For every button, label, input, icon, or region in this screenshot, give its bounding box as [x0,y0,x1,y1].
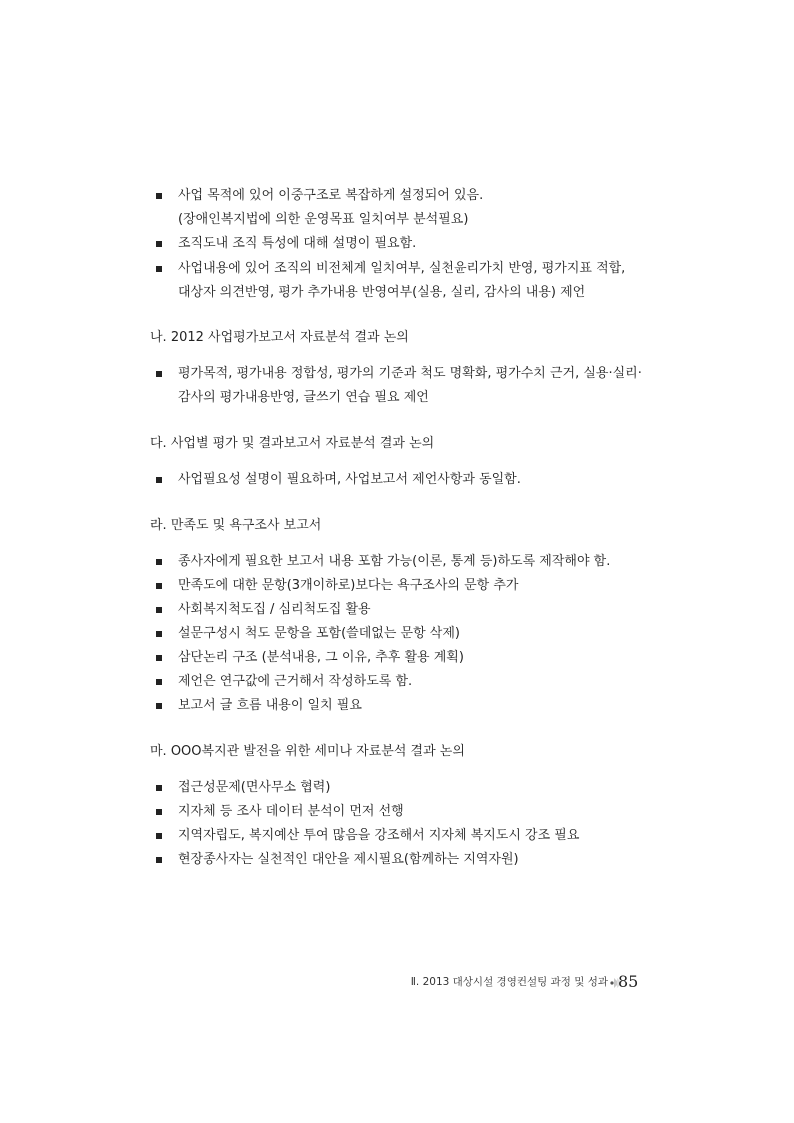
bullet-square-icon [156,193,162,199]
bullet-square-icon [156,703,162,709]
bullet-square-icon [156,607,162,613]
bullet-square-icon [156,857,162,863]
bullet-square-icon [156,631,162,637]
bullet-square-icon [156,785,162,791]
bullet-square-icon [156,679,162,685]
bullet-square-icon [156,809,162,815]
list-item-continuation: 감사의 평가내용반영, 글쓰기 연습 필요 제언 [178,390,429,405]
bullet-square-icon [156,266,162,272]
section-heading: 마. OOO복지관 발전을 위한 세미나 자료분석 결과 논의 [150,744,465,759]
bullet-square-icon [156,655,162,661]
bullet-square-icon [156,371,162,377]
list-item-continuation: (장애인복지법에 의한 운영목표 일치여부 분석필요) [178,212,469,227]
bullet-square-icon [156,833,162,839]
section-heading: 다. 사업별 평가 및 결과보고서 자료분석 결과 논의 [150,436,435,451]
running-title: Ⅱ. 2013 대상시설 경영컨설팅 과정 및 성과 [410,976,608,988]
bullet-square-icon [156,583,162,589]
section-heading: 나. 2012 사업평가보고서 자료분석 결과 논의 [150,330,409,345]
bullet-square-icon [156,241,162,247]
page-footer [0,972,656,992]
section-heading: 라. 만족도 및 욕구조사 보고서 [150,518,322,533]
page-number: 85 [618,972,639,991]
list-item-continuation: 대상자 의견반영, 평가 추가내용 반영여부(실용, 실리, 감사의 내용) 제언 [178,285,586,300]
bullet-square-icon [156,477,162,483]
bullet-square-icon [156,559,162,565]
